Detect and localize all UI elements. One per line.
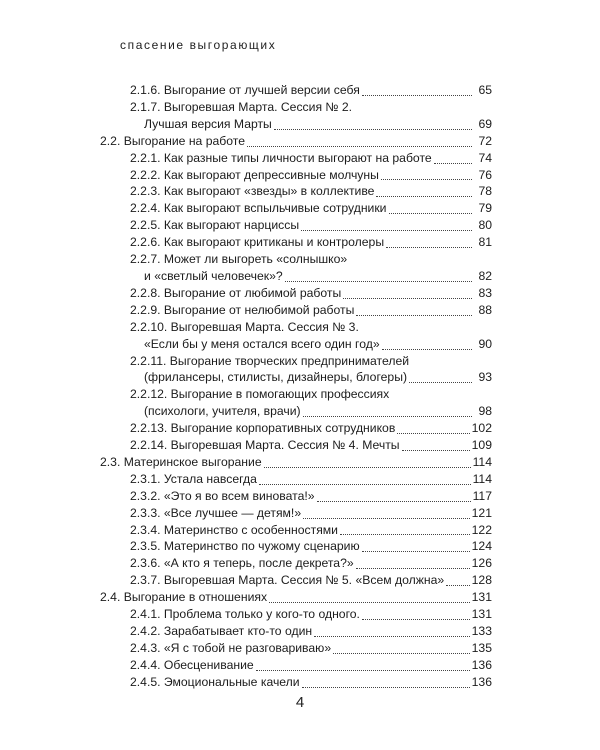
dot-leader (382, 348, 472, 350)
toc-entry-page: 74 (478, 150, 492, 165)
dot-leader (269, 601, 470, 603)
toc-entry[interactable] (100, 251, 492, 285)
toc-entry[interactable] (100, 200, 492, 217)
toc-entry[interactable] (100, 538, 492, 555)
dot-leader (314, 635, 470, 637)
toc-entry-page: 76 (478, 167, 492, 182)
toc-entry-title: 2.4.5. Эмоциональные качели (130, 674, 300, 689)
toc-entry-title: и «светлый человечек»? (144, 268, 283, 283)
toc-entry-page: 136 (471, 674, 492, 689)
toc-entry-title: 2.3.5. Материнство по чужому сценарию (130, 539, 360, 554)
dot-leader (356, 567, 470, 569)
toc-entry-title: 2.2.1. Как разные типы личности выгорают на работе (130, 150, 432, 165)
toc-entry-title: 2.2.2. Как выгорают депрессивные молчуны (130, 167, 379, 182)
toc-entry-title: 2.4.3. «Я с тобой не разговариваю» (130, 640, 332, 655)
toc-entry[interactable] (100, 302, 492, 319)
toc-entry-page: 72 (478, 133, 492, 148)
toc-entry-title: 2.4.2. Зарабатывает кто-то один (130, 624, 313, 638)
dot-leader (264, 466, 471, 468)
toc-entry-page: 82 (478, 268, 492, 283)
page-number: 4 (295, 694, 305, 711)
toc-entry[interactable] (100, 522, 492, 539)
running-head: спасение выгорающих (120, 38, 277, 52)
toc-entry[interactable] (100, 133, 492, 150)
toc-entry[interactable] (100, 471, 492, 488)
toc-entry-title: 2.3. Материнское выгорание (100, 454, 262, 469)
toc-entry[interactable] (100, 572, 492, 589)
toc-entry-page: 131 (471, 607, 492, 622)
toc-entry[interactable] (100, 454, 492, 471)
dot-leader (303, 517, 470, 519)
toc-entry-page: 114 (472, 471, 492, 486)
toc-entry-title: 2.2.7. Может ли выгореть «солнышко» (130, 252, 348, 267)
toc-entry-page: 78 (478, 184, 492, 199)
toc-entry-title: (психологи, учителя, врачи) (144, 404, 301, 419)
toc-entry-page: 88 (478, 302, 492, 317)
dot-leader (397, 432, 469, 434)
dot-leader (247, 145, 472, 147)
toc-entry-title: 2.1.6. Выгорание от лучшей версии себя (130, 83, 360, 97)
toc-entry[interactable] (100, 353, 492, 387)
dot-leader (317, 500, 471, 502)
toc-entry-title: 2.2.11. Выгорание творческих предпринимателей (130, 353, 410, 368)
toc-entry-title: 2.2.9. Выгорание от нелюбимой работы (130, 302, 355, 317)
dot-leader (343, 297, 472, 299)
dot-leader (446, 584, 470, 586)
toc-entry-page: 102 (471, 421, 492, 436)
dot-leader (285, 280, 472, 282)
toc-entry[interactable] (100, 420, 492, 437)
toc-entry-title: 2.2.8. Выгорание от любимой работы (130, 285, 342, 300)
toc-entry-page: 128 (471, 573, 492, 588)
toc-entry-title: 2.2.4. Как выгорают вспыльчивые сотрудники (130, 201, 387, 216)
toc-entry-page: 90 (478, 336, 492, 351)
toc-entry-page: 93 (478, 370, 492, 385)
toc-entry[interactable] (100, 674, 492, 691)
toc-entry[interactable] (100, 505, 492, 522)
toc-entry[interactable] (100, 657, 492, 674)
toc-entry[interactable] (100, 488, 492, 505)
dot-leader (356, 314, 472, 316)
toc-entry-page: 81 (478, 235, 492, 250)
toc-entry[interactable] (100, 437, 492, 454)
dot-leader (301, 229, 472, 231)
dot-leader (402, 449, 470, 451)
toc-entry-page: 83 (478, 285, 492, 300)
toc-entry-title: 2.3.4. Материнство с особенностями (130, 522, 338, 537)
toc-entry-page: 121 (471, 505, 492, 520)
dot-leader (389, 212, 473, 214)
toc-entry-page: 136 (471, 657, 492, 672)
toc-entry-page: 133 (471, 624, 492, 638)
toc-entry-title: 2.3.1. Устала навсегда (130, 471, 257, 486)
dot-leader (362, 94, 472, 96)
dot-leader (333, 652, 470, 654)
toc-entry-title: 2.2.14. Выгоревшая Марта. Сессия № 4. Мечты (130, 438, 400, 453)
table-of-contents (100, 82, 492, 691)
toc-entry-title: 2.3.7. Выгоревшая Марта. Сессия № 5. «Всем должна» (130, 573, 445, 588)
toc-entry-page: 65 (478, 83, 492, 97)
toc-entry[interactable] (100, 386, 492, 420)
toc-entry[interactable] (100, 234, 492, 251)
toc-entry-page: 117 (472, 488, 492, 503)
toc-entry-page: 131 (471, 590, 492, 605)
toc-entry-page: 98 (478, 404, 492, 419)
toc-entry[interactable] (100, 555, 492, 572)
dot-leader (256, 669, 470, 671)
toc-entry[interactable] (100, 319, 492, 353)
toc-entry[interactable] (100, 150, 492, 167)
dot-leader (302, 686, 470, 688)
dot-leader (362, 550, 470, 552)
toc-entry[interactable] (100, 285, 492, 302)
toc-entry-title: 2.2.6. Как выгорают критиканы и контролеры (130, 235, 385, 250)
dot-leader (434, 162, 472, 164)
dot-leader (409, 381, 472, 383)
toc-entry-title: «Если бы у меня остался всего один год» (144, 336, 380, 351)
toc-entry-title: 2.2.13. Выгорание корпоративных сотрудников (130, 421, 396, 436)
dot-leader (381, 178, 472, 180)
toc-entry-page: 135 (471, 640, 492, 655)
toc-entry[interactable] (100, 82, 492, 99)
toc-entry-title: 2.2.10. Выгоревшая Марта. Сессия № 3. (130, 319, 359, 334)
toc-entry-title: 2.2. Выгорание на работе (100, 133, 245, 148)
toc-entry-title: 2.4. Выгорание в отношениях (100, 590, 268, 605)
toc-entry-title: 2.1.7. Выгоревшая Марта. Сессия № 2. (130, 99, 353, 114)
toc-entry-page: 69 (478, 116, 492, 131)
toc-entry-page: 126 (471, 556, 492, 571)
toc-entry-page: 80 (478, 218, 492, 233)
dot-leader (303, 415, 472, 417)
toc-entry-page: 114 (472, 454, 492, 469)
toc-entry-title: Лучшая версия Марты (144, 116, 272, 131)
dot-leader (340, 533, 470, 535)
toc-entry[interactable] (100, 606, 492, 623)
toc-entry[interactable] (100, 589, 492, 606)
toc-entry-title: 2.2.5. Как выгорают нарциссы (130, 218, 300, 233)
toc-entry-title: 2.4.1. Проблема только у кого-то одного. (130, 607, 360, 622)
toc-entry-title: 2.3.2. «Это я во всем виновата!» (130, 488, 315, 503)
dot-leader (259, 483, 471, 485)
toc-entry-title: (фрилансеры, стилисты, дизайнеры, блогеры) (144, 370, 408, 385)
toc-entry-title: 2.2.3. Как выгорают «звезды» в коллективе (130, 184, 375, 199)
toc-entry-title: 2.3.3. «Все лучшее — детям!» (130, 505, 302, 520)
toc-entry[interactable] (100, 217, 492, 234)
toc-entry-title: 2.4.4. Обесценивание (130, 657, 254, 672)
toc-entry-page: 109 (471, 438, 492, 453)
toc-entry[interactable] (100, 640, 492, 657)
toc-entry[interactable] (100, 183, 492, 200)
dot-leader (376, 195, 472, 197)
dot-leader (386, 246, 472, 248)
toc-entry-page: 122 (471, 522, 492, 537)
toc-entry-title: 2.2.12. Выгорание в помогающих профессиях (130, 387, 390, 402)
toc-entry[interactable] (100, 623, 492, 640)
toc-entry-page: 124 (471, 539, 492, 554)
dot-leader (274, 128, 472, 130)
dot-leader (362, 618, 470, 620)
toc-entry[interactable] (100, 99, 492, 133)
toc-entry-page: 79 (478, 201, 492, 216)
toc-entry-title: 2.3.6. «А кто я теперь, после декрета?» (130, 556, 354, 571)
toc-entry[interactable] (100, 167, 492, 184)
